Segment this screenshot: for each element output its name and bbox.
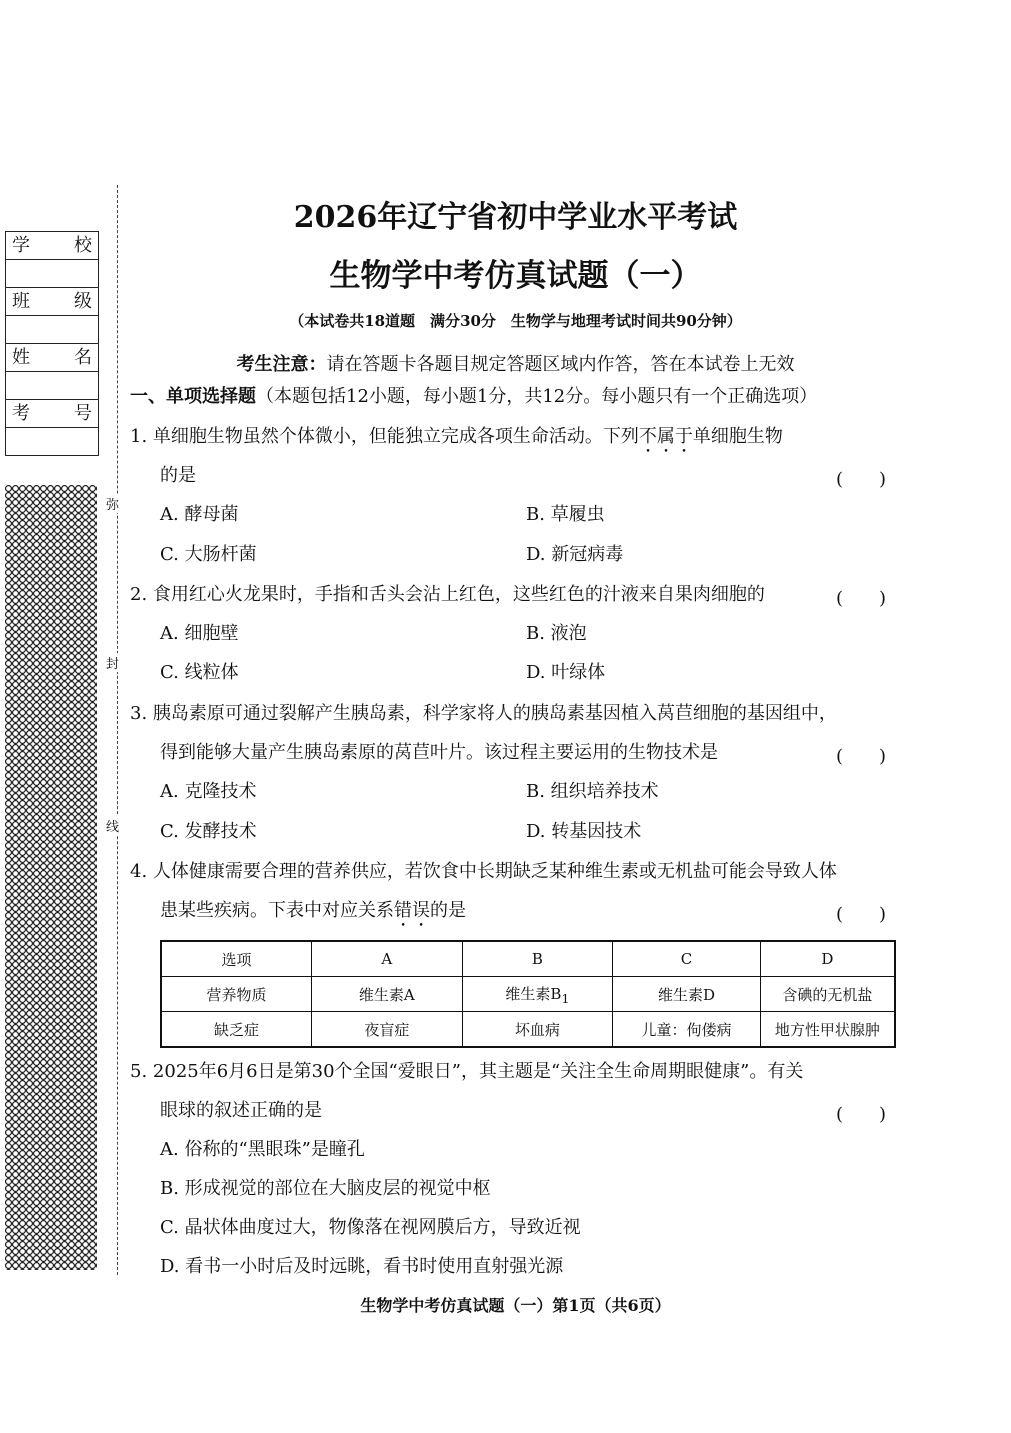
q-text: 2025年6月6日是第30个全国“爱眼日”，其主题是“关注全生命周期眼健康”。有关: [152, 1061, 804, 1082]
q-num: 2.: [130, 584, 148, 605]
table-cell: 选项: [161, 941, 312, 977]
answer-paren: ( ): [836, 469, 887, 490]
question-3: [130, 694, 837, 733]
question-4: [130, 852, 837, 891]
option-a: A. 细胞壁: [160, 623, 239, 644]
exam-info: （本试卷共18道题 满分30分 生物学与地理考试时间共90分钟）: [289, 312, 742, 330]
label-char: 姓: [12, 347, 30, 368]
answer-paren: ( ): [836, 588, 887, 609]
question-5: [130, 1052, 803, 1091]
table-row: [161, 941, 895, 977]
notice: [0, 350, 1011, 376]
seal-mark: 封: [106, 653, 119, 672]
section-label: 一、单项选择题: [130, 386, 256, 407]
seal-mark: 线: [106, 816, 119, 835]
label-char: 校: [74, 235, 92, 256]
table-cell: C: [613, 941, 761, 977]
label-char: 名: [74, 347, 92, 368]
security-pattern: [5, 485, 97, 1270]
notice-text: 请在答题卡各题目规定答题区域内作答，答在本试卷上无效: [326, 354, 795, 375]
question-1: [130, 417, 783, 457]
q-text: 的是: [430, 900, 466, 921]
q-text: 单细胞生物虽然个体微小，但能独立完成各项生命活动。下列: [152, 426, 639, 447]
option-c: C. 发酵技术: [160, 821, 257, 842]
seal-mark: 弥: [106, 494, 119, 513]
option-b: B. 形成视觉的部位在大脑皮层的视觉中枢: [160, 1178, 491, 1199]
q-num: 5.: [130, 1061, 148, 1082]
q-text: [160, 891, 466, 931]
table-cell: 地方性甲状腺肿: [760, 1012, 895, 1048]
option-c: C. 大肠杆菌: [160, 544, 257, 565]
table-cell: D: [760, 941, 895, 977]
label-char: 级: [74, 291, 92, 312]
page-footer: 生物学中考仿真试题（一）第1页（共6页）: [360, 1296, 671, 1315]
q-emphasis: 不属于: [638, 426, 693, 447]
option-b: B. 液泡: [526, 623, 587, 644]
field-name-input[interactable]: [6, 372, 98, 400]
label-char: 学: [12, 235, 30, 256]
table-cell: A: [312, 941, 463, 977]
table-cell: 营养物质: [161, 977, 312, 1012]
table-cell: 缺乏症: [161, 1012, 312, 1048]
option-d: D. 叶绿体: [526, 662, 606, 683]
q-text: 胰岛素原可通过裂解产生胰岛素，科学家将人的胰岛素基因植入莴苣细胞的基因组中，: [152, 703, 837, 724]
nutrition-table: [160, 940, 896, 1048]
question-2: [130, 575, 765, 614]
option-d: D. 新冠病毒: [526, 544, 624, 565]
answer-paren: ( ): [836, 746, 887, 767]
q-emphasis: 错误: [394, 900, 430, 921]
label-char: 号: [74, 403, 92, 424]
option-a: A. 酵母菌: [160, 504, 239, 525]
field-id-label: [6, 400, 98, 428]
field-id-input[interactable]: [6, 428, 98, 455]
q-text: 食用红心火龙果时，手指和舌头会沾上红色，这些红色的汁液来自果肉细胞的: [152, 584, 765, 605]
exam-subtitle: 生物学中考仿真试题（一）: [329, 258, 702, 294]
section-heading: [130, 377, 817, 416]
option-a: A. 克隆技术: [160, 781, 257, 802]
label-char: 班: [12, 291, 30, 312]
table-cell: 含碘的无机盐: [760, 977, 895, 1012]
section-text: （本题包括12小题，每小题1分，共12分。每小题只有一个正确选项）: [256, 386, 818, 407]
table-cell: 儿童：佝偻病: [613, 1012, 761, 1048]
option-d: D. 看书一小时后及时远眺，看书时使用直射强光源: [160, 1256, 564, 1277]
table-row: [161, 977, 895, 1012]
option-c: C. 晶状体曲度过大，物像落在视网膜后方，导致近视: [160, 1217, 581, 1238]
option-b: B. 组织培养技术: [526, 781, 659, 802]
exam-title: 2026年辽宁省初中学业水平考试: [293, 200, 738, 235]
q-text: 得到能够大量产生胰岛素原的莴苣叶片。该过程主要运用的生物技术是: [160, 742, 718, 763]
q-text: 患某些疾病。下表中对应关系: [160, 900, 394, 921]
table-cell: 维生素A: [312, 977, 463, 1012]
table-cell: 维生素D: [613, 977, 761, 1012]
q-num: 4.: [130, 861, 148, 882]
q-text: 人体健康需要合理的营养供应，若饮食中长期缺乏某种维生素或无机盐可能会导致人体: [152, 861, 837, 882]
table-cell: [462, 977, 613, 1012]
notice-label: 考生注意：: [236, 354, 327, 375]
option-c: C. 线粒体: [160, 662, 239, 683]
table-cell: 夜盲症: [312, 1012, 463, 1048]
option-a: A. 俗称的“黑眼珠”是瞳孔: [160, 1139, 365, 1160]
q-num: 1.: [130, 426, 148, 447]
label-char: 考: [12, 403, 30, 424]
option-b: B. 草履虫: [526, 504, 605, 525]
seal-line: [117, 185, 118, 1275]
subscript: 1: [561, 990, 570, 1006]
table-cell: 坏血病: [462, 1012, 613, 1048]
table-row: [161, 1012, 895, 1048]
cell-text: 维生素B: [505, 984, 562, 1003]
q-text: 的是: [160, 465, 196, 486]
answer-paren: ( ): [836, 904, 887, 925]
answer-paren: ( ): [836, 1104, 887, 1125]
q-text: 单细胞生物: [692, 426, 783, 447]
table-cell: B: [462, 941, 613, 977]
q-num: 3.: [130, 703, 148, 724]
q-text: 眼球的叙述正确的是: [160, 1100, 322, 1121]
option-d: D. 转基因技术: [526, 821, 642, 842]
